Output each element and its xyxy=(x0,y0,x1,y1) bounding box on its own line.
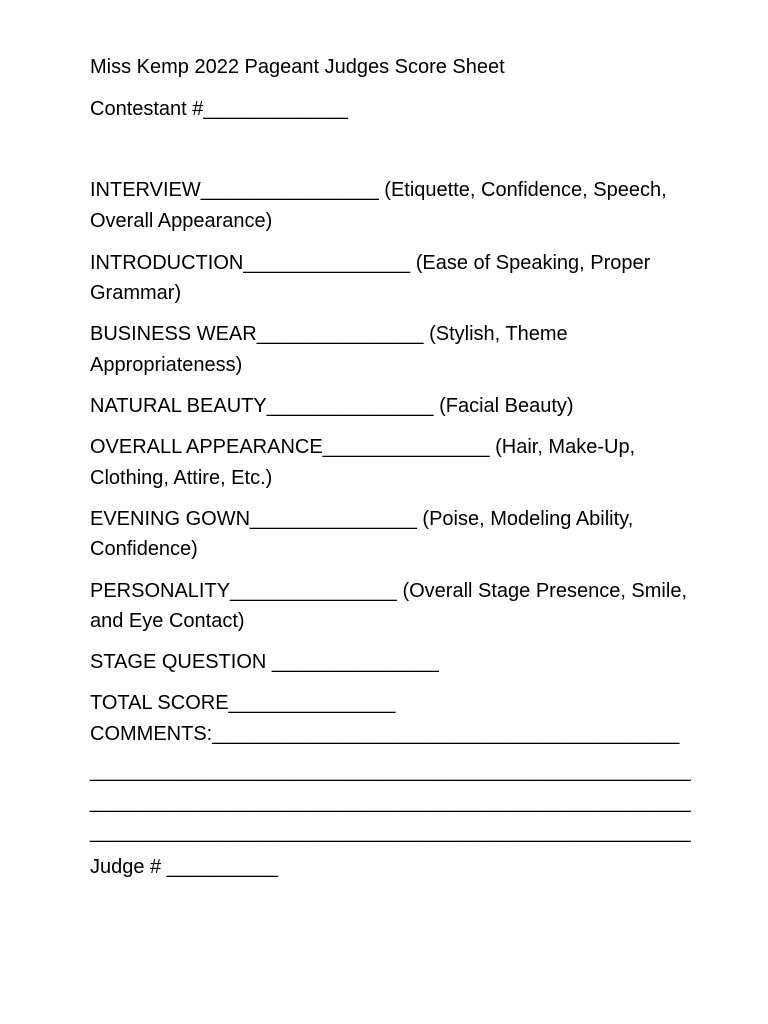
business-wear-category-continued: Appropriateness) xyxy=(90,354,243,376)
total-score-field: TOTAL SCORE_______________ xyxy=(90,692,396,714)
overall-appearance-category: OVERALL APPEARANCE_______________ (Hair, Make-Up, xyxy=(90,436,636,458)
comment-line: ______________________________________________________ xyxy=(90,791,691,813)
introduction-category: INTRODUCTION_______________ (Ease of Speaking, Proper xyxy=(90,252,651,274)
comment-line: ______________________________________________________ xyxy=(90,821,691,843)
interview-category: INTERVIEW________________ (Etiquette, Confidence, Speech, xyxy=(90,179,667,201)
judge-number-field: Judge # __________ xyxy=(90,856,278,878)
stage-question-category: STAGE QUESTION _______________ xyxy=(90,651,439,673)
personality-category-continued: and Eye Contact) xyxy=(90,610,245,632)
business-wear-category: BUSINESS WEAR_______________ (Stylish, Theme xyxy=(90,323,568,345)
evening-gown-category: EVENING GOWN_______________ (Poise, Modeling Ability, xyxy=(90,508,634,530)
introduction-category-continued: Grammar) xyxy=(90,282,182,304)
comments-field: COMMENTS:__________________________________________ xyxy=(90,723,680,745)
contestant-number-field: Contestant #_____________ xyxy=(90,98,349,120)
natural-beauty-category: NATURAL BEAUTY_______________ (Facial Beauty) xyxy=(90,395,574,417)
personality-category: PERSONALITY_______________ (Overall Stage Presence, Smile, xyxy=(90,580,688,602)
overall-appearance-category-continued: Clothing, Attire, Etc.) xyxy=(90,467,273,489)
comment-line: ______________________________________________________ xyxy=(90,760,691,782)
sheet-title: Miss Kemp 2022 Pageant Judges Score Sheet xyxy=(90,56,505,78)
interview-category-continued: Overall Appearance) xyxy=(90,210,273,232)
evening-gown-category-continued: Confidence) xyxy=(90,538,198,560)
